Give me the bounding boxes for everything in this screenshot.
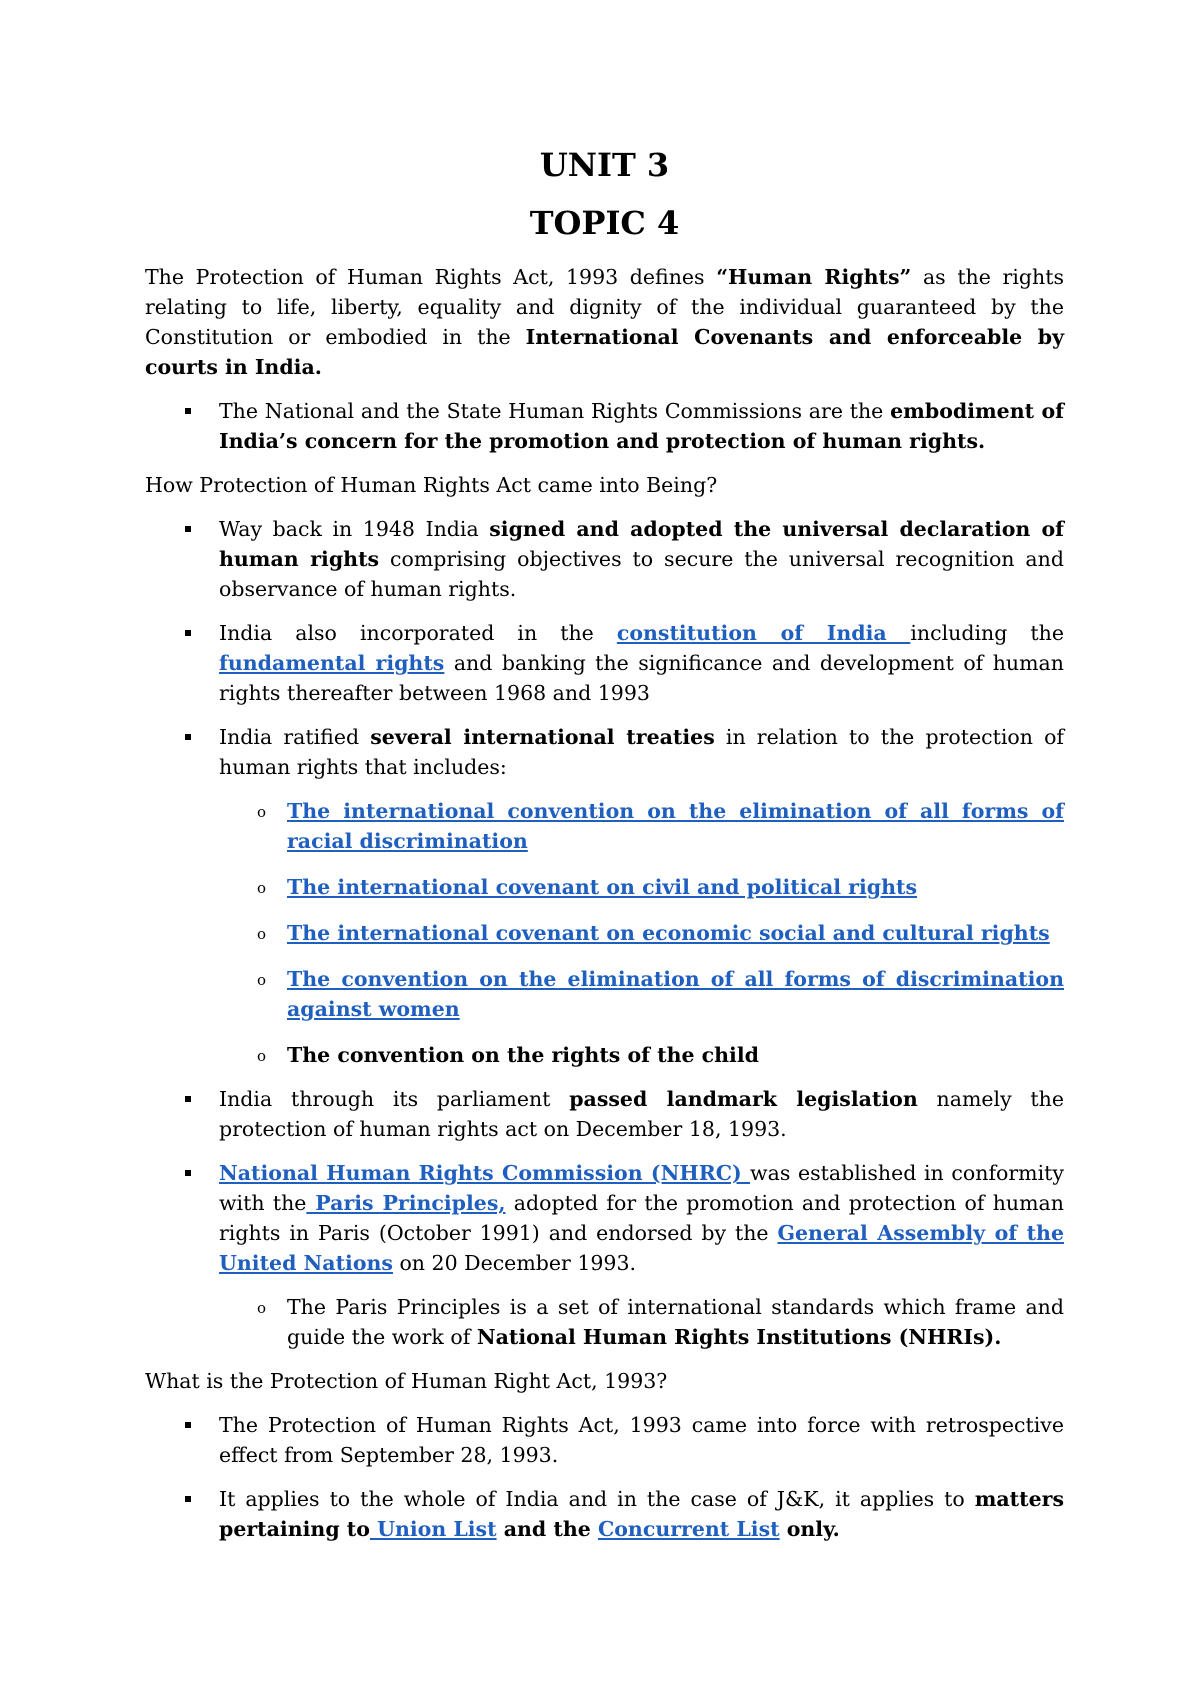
general-assembly-un-link[interactable]: General Assembly of the United Nations xyxy=(219,1221,1064,1275)
treaty-list xyxy=(219,796,1064,1070)
unit-title: UNIT 3 xyxy=(539,146,670,184)
list-item: Way back in 1948 India signed and adopted the universal declaration of human rights comprising objectives to secure the universal recognition and observance of human rights. xyxy=(145,514,1064,604)
commission-list xyxy=(145,396,1064,456)
economic-social-cultural-rights-covenant-link[interactable]: The international covenant on economic social and cultural rights xyxy=(287,921,1050,945)
treaty-item xyxy=(219,796,1064,856)
intro-paragraph: The Protection of Human Rights Act, 1993 defines “Human Rights” as the rights relating to life, liberty, equality and dignity of the individual guaranteed by the Constitution or embodied in the International Covenants and enforceable by courts in India. xyxy=(145,265,1064,379)
list-item: The National and the State Human Rights Commissions are the embodiment of India’s concern for the promotion and protection of human rights. xyxy=(145,396,1064,456)
nhrc-link[interactable]: National Human Rights Commission (NHRC) xyxy=(219,1161,751,1185)
list-item: o The Paris Principles is a set of international standards which frame and guide the work of National Human Rights Institutions (NHRIs). xyxy=(219,1292,1064,1352)
civil-political-rights-covenant-link[interactable]: The international covenant on civil and political rights xyxy=(287,875,918,899)
treaty-item xyxy=(219,918,1064,948)
list-item: It applies to the whole of India and in the case of J&K, it applies to matters pertaining to Union List and the Concurrent List only. xyxy=(145,1484,1064,1544)
union-list-link[interactable]: Union List xyxy=(369,1517,497,1541)
concurrent-list-link[interactable]: Concurrent List xyxy=(597,1517,780,1541)
paris-principles-sublist xyxy=(219,1292,1064,1352)
topic-title: TOPIC 4 xyxy=(529,204,680,242)
act-list xyxy=(145,1410,1064,1544)
treaty-item xyxy=(219,872,1064,902)
list-item: The Protection of Human Rights Act, 1993 came into force with retrospective effect from September 28, 1993. xyxy=(145,1410,1064,1470)
fundamental-rights-link[interactable]: fundamental rights xyxy=(219,651,445,675)
constitution-of-india-link[interactable]: constitution of India xyxy=(616,621,911,645)
list-item: India ratified several international treaties in relation to the protection of human rights that includes: o The international convention on the elimination of all forms of racial discrimination o The international covenant on civil and political rights o The international covenant on economic social and cultural rights o The convention on the elimination of all forms of discrimination against women o The convention on the rights of the child xyxy=(145,722,1064,1070)
history-list xyxy=(145,514,1064,1352)
list-item: India through its parliament passed landmark legislation namely the protection of human rights act on December 18, 1993. xyxy=(145,1084,1064,1144)
paris-principles-link[interactable]: Paris Principles, xyxy=(306,1191,506,1215)
list-item: National Human Rights Commission (NHRC) was established in conformity with the Paris Principles, adopted for the promotion and protection of human rights in Paris (October 1991) and endorsed by the General Assembly of the United Nations on 20 December 1993. o The Paris Principles is a set of international standards which frame and guide the work of National Human Rights Institutions (NHRIs). xyxy=(145,1158,1064,1352)
racial-discrimination-convention-link[interactable]: The international convention on the elimination of all forms of racial discrimination xyxy=(287,799,1064,853)
treaty-item: o The convention on the rights of the child xyxy=(219,1040,1064,1070)
discrimination-against-women-convention-link[interactable]: The convention on the elimination of all forms of discrimination against women xyxy=(287,967,1064,1021)
list-item: India also incorporated in the constitution of India including the fundamental rights and banking the significance and development of human rights thereafter between 1968 and 1993 xyxy=(145,618,1064,708)
section-question-act: What is the Protection of Human Right Act, 1993? xyxy=(145,1369,668,1393)
section-question-history: How Protection of Human Rights Act came into Being? xyxy=(145,473,718,497)
treaty-item xyxy=(219,964,1064,1024)
